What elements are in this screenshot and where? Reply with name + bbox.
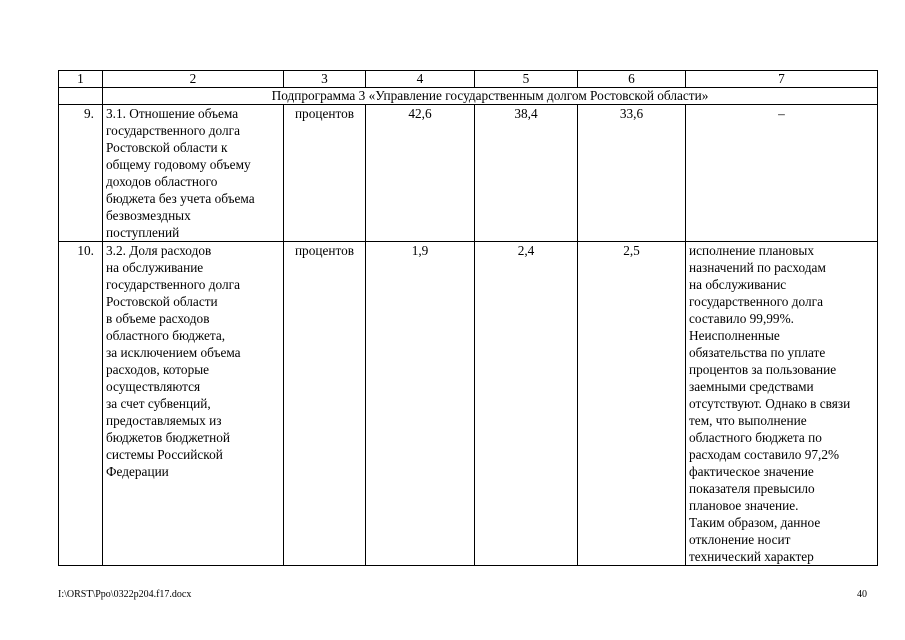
header-cell: 5 (475, 71, 578, 88)
value-col-5: 38,4 (475, 105, 578, 242)
header-cell: 7 (686, 71, 878, 88)
unit-cell: процентов (284, 105, 366, 242)
indicator-name: 3.2. Доля расходов на обслуживание государственного долга Ростовской области в объеме расходов областного бюджета, за исключением объема расходов, которые осуществляются за счет субвенций, предоставляемых из бюджетов бюджетной системы Российской Федерации (103, 242, 284, 566)
value-col-4: 42,6 (366, 105, 475, 242)
header-cell: 2 (103, 71, 284, 88)
note-cell: исполнение плановых назначений по расходам на обслуживанис государственного долга составило 99,99%. Неисполненные обязательства по уплате процентов за пользование заемными средствами отсутствуют. Однако в связи тем, что выполнение областного бюджета по расходам составило 97,2% фактическое значение показателя превысило плановое значение. Таким образом, данное отклонение носит технический характер (686, 242, 878, 566)
value-col-6: 2,5 (578, 242, 686, 566)
subprogram-empty-cell (59, 88, 103, 105)
header-cell: 3 (284, 71, 366, 88)
table-header-row (59, 71, 878, 88)
note-cell: – (686, 105, 878, 242)
header-cell: 1 (59, 71, 103, 88)
value-col-6: 33,6 (578, 105, 686, 242)
row-number: 10. (59, 242, 103, 566)
indicator-name: 3.1. Отношение объема государственного долга Ростовской области к общему годовому объему доходов областного бюджета без учета объема безвозмездных поступлений (103, 105, 284, 242)
table-row (59, 105, 878, 242)
page-number: 40 (857, 589, 867, 600)
subprogram-title: Подпрограмма 3 «Управление государственным долгом Ростовской области» (103, 88, 878, 105)
header-cell: 6 (578, 71, 686, 88)
footer-file-path: I:\ORST\Ppo\0322p204.f17.docx (58, 589, 192, 600)
header-cell: 4 (366, 71, 475, 88)
subprogram-row (59, 88, 878, 105)
value-col-5: 2,4 (475, 242, 578, 566)
row-number: 9. (59, 105, 103, 242)
indicators-table (58, 70, 878, 566)
unit-cell: процентов (284, 242, 366, 566)
table-row (59, 242, 878, 566)
value-col-4: 1,9 (366, 242, 475, 566)
